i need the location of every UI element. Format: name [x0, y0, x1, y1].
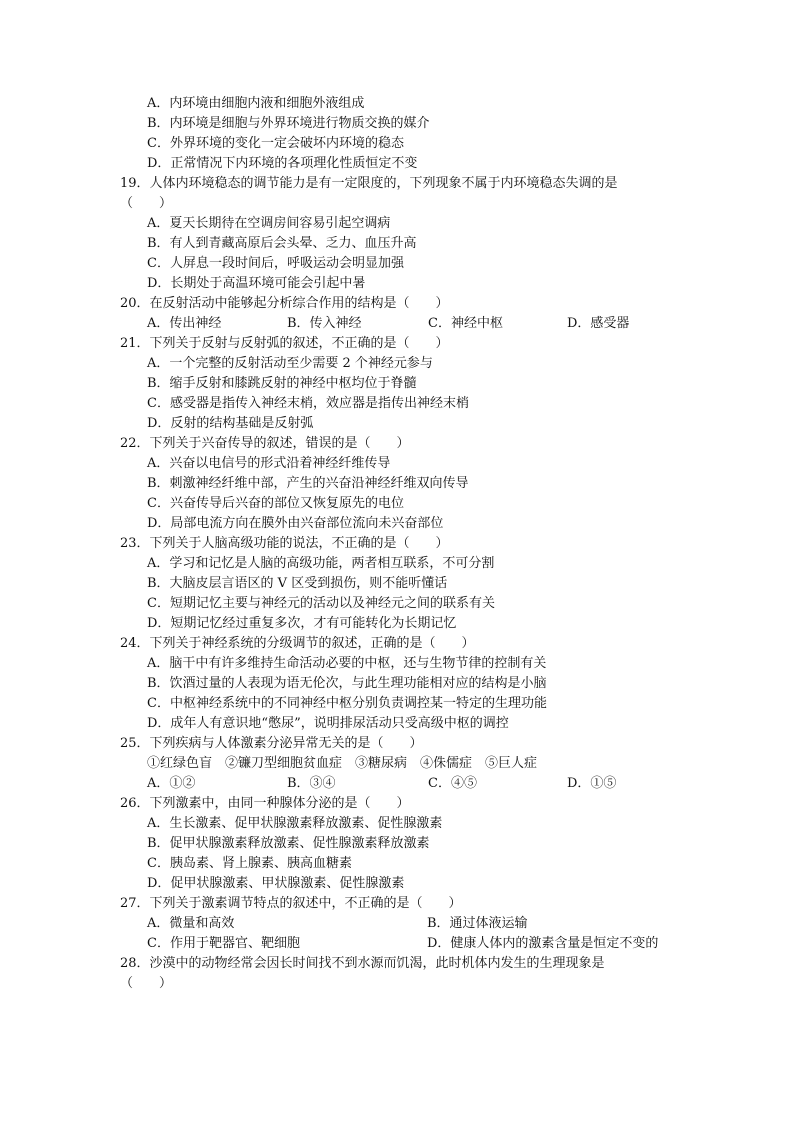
q22-stem: 22．下列关于兴奋传导的叙述，错误的是（ ）: [120, 436, 410, 451]
q24-option-c: C．中枢神经系统中的不同神经中枢分别负责调控某一特定的生理功能: [147, 696, 547, 711]
q27-option-b: B．通过体液运输: [427, 916, 528, 931]
q24-stem: 24．下列关于神经系统的分级调节的叙述，正确的是（ ）: [120, 636, 475, 651]
q18-option-a: A．内环境由细胞内液和细胞外液组成: [147, 96, 365, 111]
q25-option-d: D．①⑤: [567, 776, 617, 791]
q27-option-c: C．作用于靶器官、靶细胞: [147, 936, 300, 951]
q22-option-d: D．局部电流方向在膜外由兴奋部位流向未兴奋部位: [147, 516, 444, 531]
q19-option-b: B．有人到青藏高原后会头晕、乏力、血压升高: [147, 236, 417, 251]
q20-option-c: C．神经中枢: [428, 316, 503, 331]
q19-stem: 19．人体内环境稳态的调节能力是有一定限度的，下列现象不属于内环境稳态失调的是: [120, 176, 618, 191]
q21-option-d: D．反射的结构基础是反射弧: [147, 416, 314, 431]
q21-stem: 21．下列关于反射与反射弧的叙述，不正确的是（ ）: [120, 336, 449, 351]
q18-option-d: D．正常情况下内环境的各项理化性质恒定不变: [147, 156, 418, 171]
q22-option-b: B．刺激神经纤维中部，产生的兴奋沿神经纤维双向传导: [147, 476, 469, 491]
q25-option-a: A．①②: [147, 776, 196, 791]
q23-option-a: A．学习和记忆是人脑的高级功能，两者相互联系，不可分割: [147, 556, 495, 571]
q27-option-a: A．微量和高效: [147, 916, 235, 931]
q21-option-c: C．感受器是指传入神经末梢，效应器是指传出神经末梢: [147, 396, 469, 411]
q25-stem: 25．下列疾病与人体激素分泌异常无关的是（ ）: [120, 736, 423, 751]
q25-option-b: B．③④: [287, 776, 336, 791]
q21-option-b: B．缩手反射和膝跳反射的神经中枢均位于脊髓: [147, 376, 417, 391]
q24-option-a: A．脑干中有许多维持生命活动必要的中枢，还与生物节律的控制有关: [147, 656, 547, 671]
q26-option-d: D．促甲状腺激素、甲状腺激素、促性腺激素: [147, 876, 405, 891]
q27-stem: 27．下列关于激素调节特点的叙述中，不正确的是（ ）: [120, 896, 462, 911]
q22-option-c: C．兴奋传导后兴奋的部位又恢复原先的电位: [147, 496, 404, 511]
q20-option-d: D．感受器: [567, 316, 630, 331]
q18-option-c: C．外界环境的变化一定会破坏内环境的稳态: [147, 136, 404, 151]
q24-option-d: D．成年人有意识地“憋尿”，说明排尿活动只受高级中枢的调控: [147, 716, 509, 731]
q28-answer-paren: （ ）: [120, 976, 173, 991]
q27-option-d: D．健康人体内的激素含量是恒定不变的: [427, 936, 659, 951]
q19-option-d: D．长期处于高温环境可能会引起中暑: [147, 276, 366, 291]
q25-items: ①红绿色盲 ②镰刀型细胞贫血症 ③糖尿病 ④侏儒症 ⑤巨人症: [147, 756, 538, 771]
q20-stem: 20．在反射活动中能够起分析综合作用的结构是（ ）: [120, 296, 449, 311]
q21-option-a: A．一个完整的反射活动至少需要 2 个神经元参与: [147, 356, 433, 371]
q23-option-d: D．短期记忆经过重复多次，才有可能转化为长期记忆: [147, 616, 457, 631]
q23-option-b: B．大脑皮层言语区的 V 区受到损伤，则不能听懂话: [147, 576, 448, 591]
q19-answer-paren: （ ）: [120, 196, 173, 211]
q26-option-a: A．生长激素、促甲状腺激素释放激素、促性腺激素: [147, 816, 443, 831]
q26-option-b: B．促甲状腺激素释放激素、促性腺激素释放激素: [147, 836, 430, 851]
q24-option-b: B．饮酒过量的人表现为语无伦次，与此生理功能相对应的结构是小脑: [147, 676, 547, 691]
q25-option-c: C．④⑤: [428, 776, 477, 791]
q20-option-b: B．传入神经: [287, 316, 362, 331]
q28-stem: 28．沙漠中的动物经常会因长时间找不到水源而饥渴，此时机体内发生的生理现象是: [120, 956, 605, 971]
q19-option-a: A．夏天长期待在空调房间容易引起空调病: [147, 216, 391, 231]
q23-stem: 23．下列关于人脑高级功能的说法，不正确的是（ ）: [120, 536, 449, 551]
q26-option-c: C．胰岛素、肾上腺素、胰高血糖素: [147, 856, 352, 871]
q22-option-a: A．兴奋以电信号的形式沿着神经纤维传导: [147, 456, 391, 471]
q20-option-a: A．传出神经: [147, 316, 222, 331]
q26-stem: 26．下列激素中，由同一种腺体分泌的是（ ）: [120, 796, 410, 811]
q18-option-b: B．内环境是细胞与外界环境进行物质交换的媒介: [147, 116, 430, 131]
q19-option-c: C．人屏息一段时间后，呼吸运动会明显加强: [147, 256, 404, 271]
q23-option-c: C．短期记忆主要与神经元的活动以及神经元之间的联系有关: [147, 596, 495, 611]
